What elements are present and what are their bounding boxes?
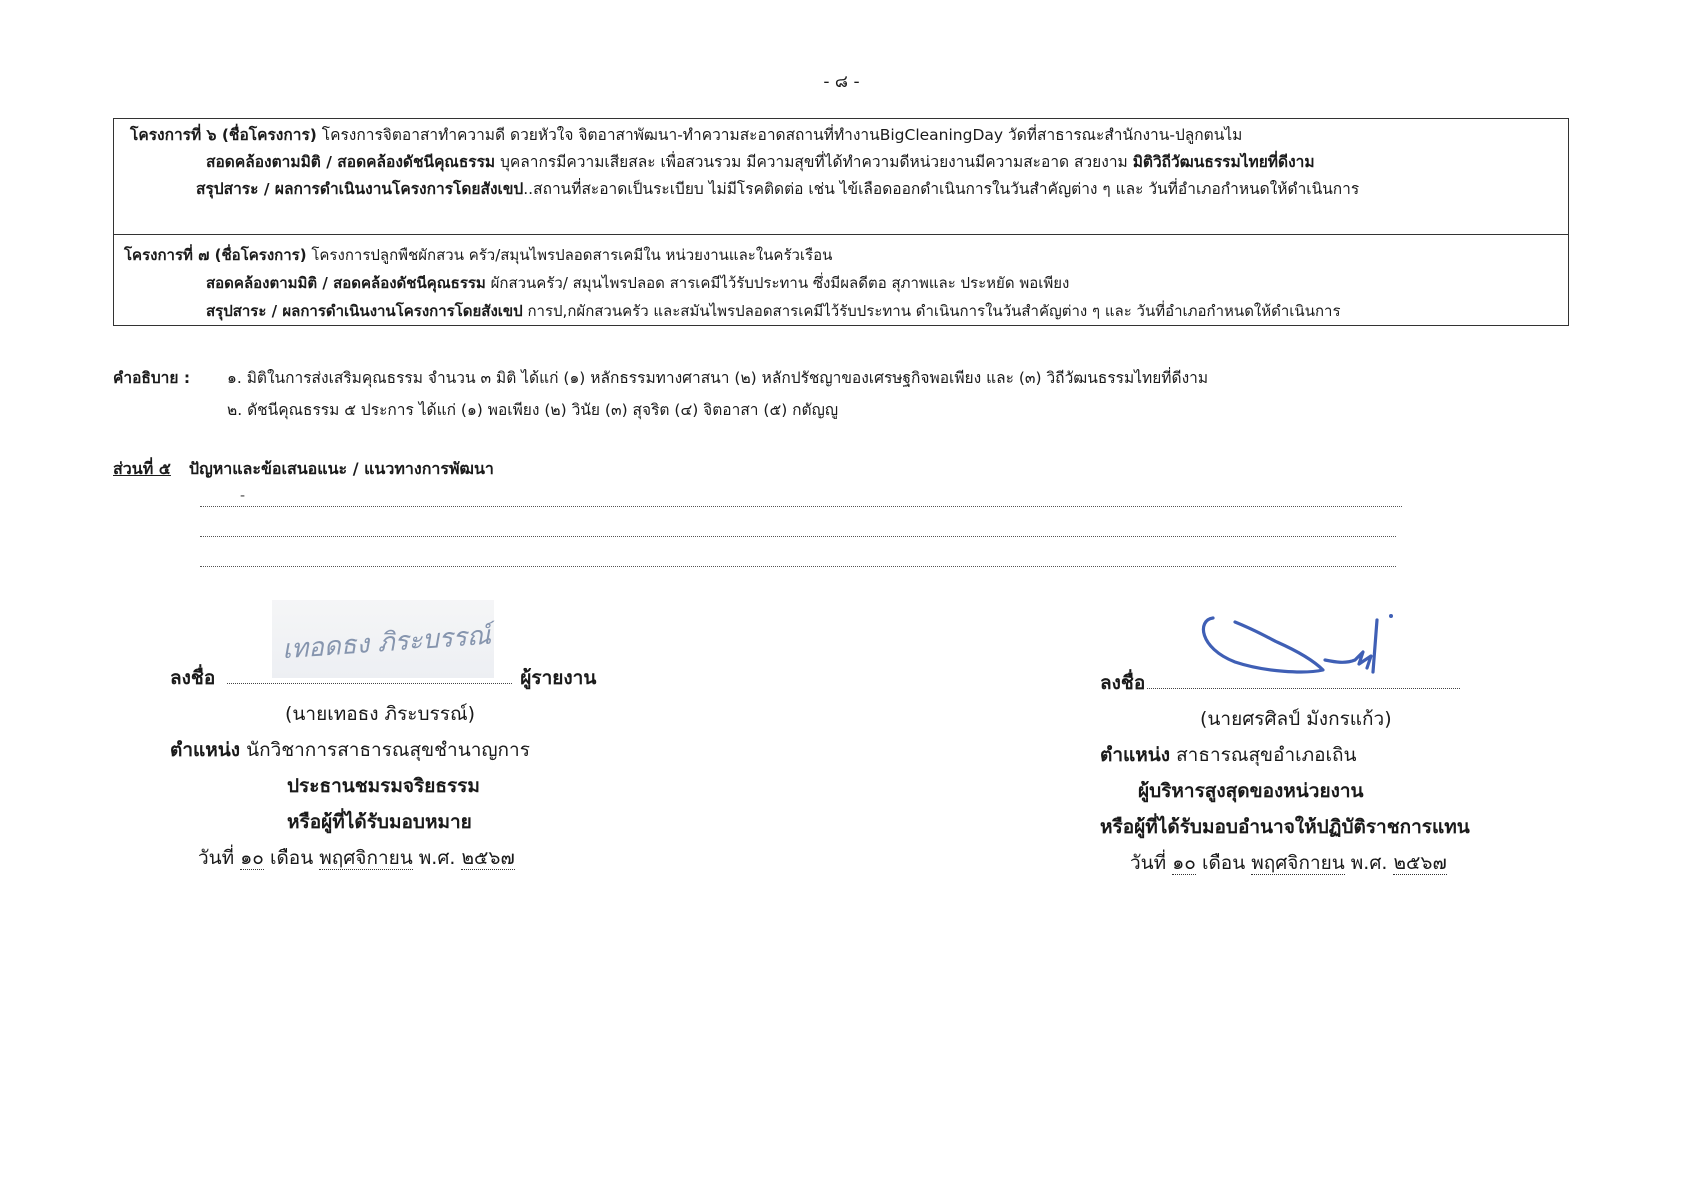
reporter-date-year: ๒๕๖๗ [461,847,515,869]
project-7-alignment-row [124,269,1558,297]
explanation-label: คำอธิบาย : [113,369,191,387]
explanation-line-1 [113,362,1208,394]
part5-number: ส่วนที่ ๕ [113,459,171,478]
projects-table [113,118,1569,326]
director-date-prefix: วันที่ [1130,852,1173,874]
dotline-1-mark: - [240,488,246,504]
reporter-role: ผู้รายงาน [520,667,597,689]
page-number: - ๘ - [823,72,860,92]
project-6-alignment-label: สอดคล้องตามมิติ / สอดคล้องดัชนีคุณธรรม [206,153,496,171]
director-sign-label: ลงชื่อ [1100,672,1146,694]
director-date-month-label: เดือน [1195,852,1252,874]
project-7-summary-row [124,297,1558,325]
part5-heading [113,457,494,482]
director-line-3: ผู้บริหารสูงสุดของหน่วยงาน [1138,780,1364,802]
project-7-summary-text: การป,กผักสวนครัว และสมันไพรปลอดสารเคมีไว้รับประทาน ดำเนินการในวันสำคัญต่าง ๆ และ วันที่อำเภอกำหนดให้ดำเนินการ [522,302,1341,320]
suggestion-dotted-line-3 [200,566,1396,567]
project-6-heading: โครงการที่ ๖ (ชื่อโครงการ) [130,126,317,144]
explanation-item-2: ๒. ดัชนีคุณธรรม ๕ ประการ ได้แก่ (๑) พอเพียง (๒) วินัย (๓) สุจริต (๔) จิตอาสา (๕) กตัญญู [227,401,839,419]
project-7-name: โครงการปลูกพืชผักสวน ครัว/สมุนไพรปลอดสารเคมีใน หน่วยงานและในครัวเรือน [306,246,833,264]
project-6-summary-label: สรุปสาระ / ผลการดำเนินงานโครงการโดยสังเขป [196,180,524,198]
project-6-summary-row [130,176,1558,203]
reporter-date [170,840,690,876]
suggestion-dotted-line-1 [200,506,1402,507]
project-7-alignment-label: สอดคล้องตามมิติ / สอดคล้องดัชนีคุณธรรม [206,274,486,292]
reporter-date-year-label: พ.ศ. [412,847,462,869]
reporter-line-4: หรือผู้ที่ได้รับมอบหมาย [287,811,472,833]
reporter-dotted-line [227,682,512,684]
project-7-title-row [124,241,1558,269]
director-signature-dot [1389,614,1393,618]
director-date-month: พฤศจิกายน [1251,852,1345,874]
reporter-position: นักวิชาการสาธารณสุขชำนาญการ [240,739,530,761]
director-date [1100,845,1620,881]
project-6-name: โครงการจิตอาสาทำความดี ดวยหัวใจ จิตอาสาพัฒนา-ทำความสะอาดสถานที่ทำงานBigCleaningDay วัดที่สาธารณะสำนักงาน-ปลูกตนไม [316,126,1243,144]
part5-title: ปัญหาและข้อเสนอแนะ / แนวทางการพัฒนา [188,459,494,478]
director-date-year-label: พ.ศ. [1344,852,1394,874]
project-6-title-row [130,122,1558,149]
director-name: (นายศรศิลป์ มังกรแก้ว) [1200,708,1392,730]
director-date-year: ๒๕๖๗ [1393,852,1447,874]
director-signature-block [1100,665,1620,881]
director-line-4: หรือผู้ที่ได้รับมอบอำนาจให้ปฏิบัติราชการแทน [1100,816,1470,838]
reporter-sign-line [170,660,690,696]
project-7-summary-label: สรุปสาระ / ผลการดำเนินงานโครงการโดยสังเขป [206,302,523,320]
director-position-line [1100,737,1620,773]
reporter-date-prefix: วันที่ [198,847,241,869]
project-7-heading: โครงการที่ ๗ (ชื่อโครงการ) [124,246,307,264]
explanation-item-1: ๑. มิติในการส่งเสริมคุณธรรม จำนวน ๓ มิติ ได้แก่ (๑) หลักธรรมทางศาสนา (๒) หลักปรัชญาของเศรษฐกิจพอเพียง และ (๓) วิถีวัฒนธรรมไทยที่ดีงาม [227,369,1209,387]
reporter-date-month-label: เดือน [263,847,320,869]
reporter-position-line [170,732,690,768]
project-6-alignment-dimension: มิติวิถีวัฒนธรรมไทยที่ดีงาม [1132,153,1315,171]
project-7-section [114,235,1568,325]
project-7-alignment-text: ผักสวนครัว/ สมุนไพรปลอด สารเคมีไว้รับประทาน ซึ่งมีผลดีตอ สุภาพและ ประหยัด พอเพียง [485,274,1070,292]
director-date-day: ๑๐ [1172,852,1196,874]
project-6-alignment-row [130,149,1558,176]
project-6-section [114,119,1568,235]
director-position: สาธารณสุขอำเภอเถิน [1170,744,1357,766]
reporter-name: (นายเทอธง ภิระบรรณ์) [285,703,475,725]
reporter-date-month: พฤศจิกายน [319,847,413,869]
project-6-summary-text: ..สถานที่สะอาดเป็นระเบียบ ไม่มีโรคติดต่อ เช่น ไข้เลือดออกดำเนินการในวันสำคัญต่าง ๆ และ วันที่อำเภอกำหนดให้ดำเนินการ [523,180,1360,198]
director-dotted-line [1147,687,1460,689]
project-6-alignment-text: บุคลากรมีความเสียสละ เพื่อสวนรวม มีความสุขที่ได้ทำความดีหน่วยงานมีความสะอาด สวยงาม [495,153,1133,171]
director-signature-stroke [1203,618,1377,672]
explanation [113,362,1208,426]
director-sign-line [1100,665,1620,701]
reporter-position-label: ตำแหน่ง [170,739,241,761]
reporter-signature-block [170,660,690,876]
director-position-label: ตำแหน่ง [1100,744,1171,766]
suggestion-dotted-line-2 [200,536,1396,537]
reporter-date-day: ๑๐ [240,847,264,869]
reporter-line-3: ประธานชมรมจริยธรรม [287,775,480,797]
reporter-sign-label: ลงชื่อ [170,667,216,689]
reporter-signature-handwriting: เทอดธง ภิระบรรณ์ [281,620,492,666]
